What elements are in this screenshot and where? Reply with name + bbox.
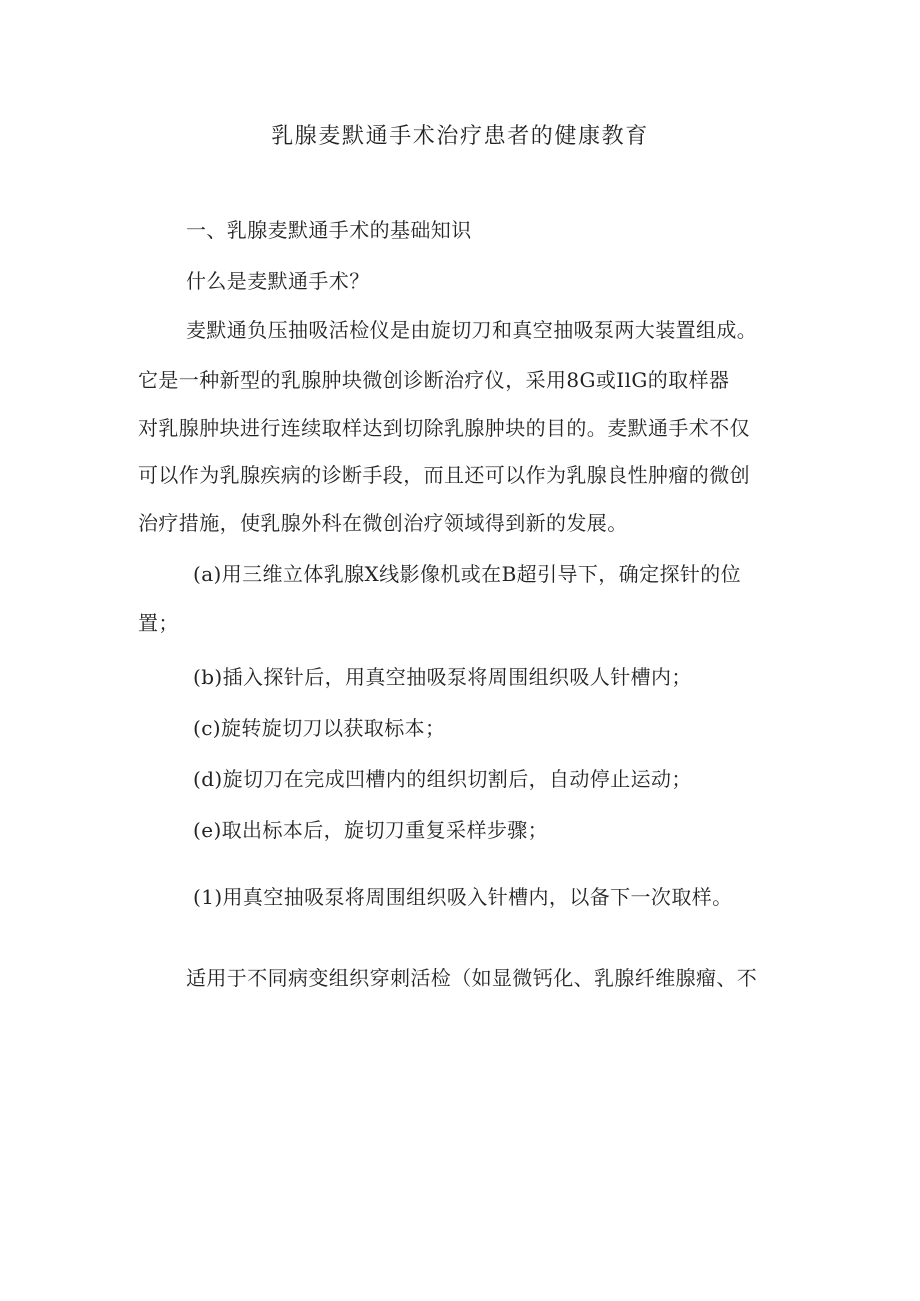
step-d: (d)旋切刀在完成凹槽内的组织切割后，自动停止运动； [193, 767, 692, 791]
section-heading: 一、乳腺麦默通手术的基础知识 [186, 218, 472, 242]
paragraph-line: 治疗措施，使乳腺外科在微创治疗领域得到新的发展。 [138, 511, 628, 535]
question-line: 什么是麦默通手术？ [186, 269, 370, 293]
step-b: (b)插入探针后，用真空抽吸泵将周围组织吸人针槽内； [193, 665, 692, 689]
paragraph-line: 麦默通负压抽吸活检仪是由旋切刀和真空抽吸泵两大装置组成。 [186, 318, 758, 342]
step-a-line: 置； [138, 611, 179, 635]
paragraph-line: 对乳腺肿块进行连续取样达到切除乳腺肿块的目的。麦默通手术不仅 [138, 416, 750, 440]
step-1: (1)用真空抽吸泵将周围组织吸入针槽内，以备下一次取样。 [193, 885, 733, 909]
paragraph-line: 可以作为乳腺疾病的诊断手段，而且还可以作为乳腺良性肿瘤的微创 [138, 463, 750, 487]
document-title: 乳腺麦默通手术治疗患者的健康教育 [271, 124, 649, 149]
step-e: (e)取出标本后，旋切刀重复采样步骤； [193, 818, 549, 842]
paragraph-line: 它是一种新型的乳腺肿块微创诊断治疗仪，采用8G或IlG的取样器 [138, 368, 730, 392]
step-c: (c)旋转旋切刀以获取标本； [193, 716, 446, 740]
closing-line: 适用于不同病变组织穿刺活检（如显微钙化、乳腺纤维腺瘤、不 [186, 966, 758, 990]
step-a-line: (a)用三维立体乳腺X线影像机或在B超引导下，确定探针的位 [193, 562, 742, 586]
